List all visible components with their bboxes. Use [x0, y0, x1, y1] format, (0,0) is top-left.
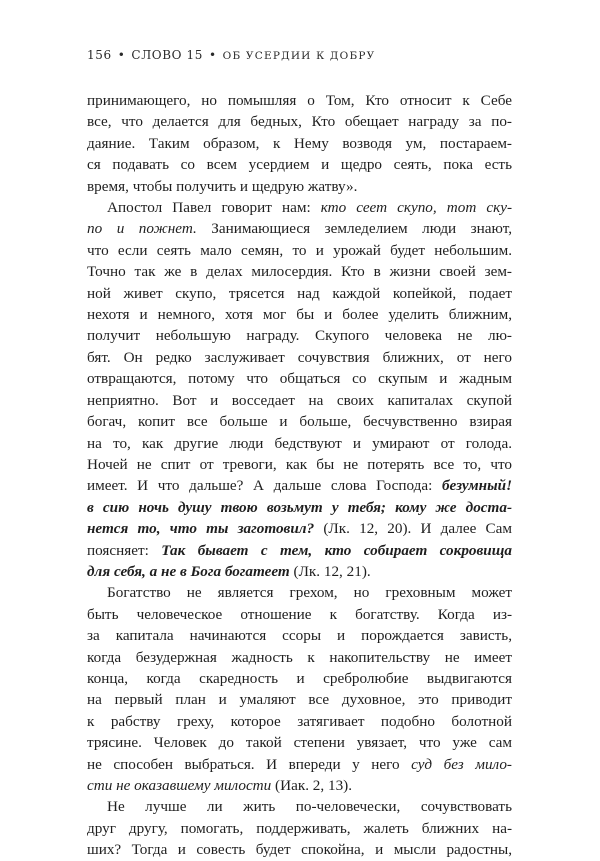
scripture-quote: суд без мило-	[411, 755, 512, 773]
scripture-quote: Так бывает с тем, кто собирает сокровища	[161, 541, 513, 559]
scripture-quote: сти не оказавшему милости	[87, 777, 272, 794]
text-line: трясине. Человек до такой степени увязает, что уже сам	[87, 734, 512, 752]
text-line: Ночей не спит от тревоги, как бы не потерять все то, что	[87, 455, 512, 473]
text-line: поясняет: Так бывает с тем, кто собирает сокровища	[87, 541, 513, 559]
chapter-label: СЛОВО 15	[131, 48, 203, 62]
text-line	[87, 497, 512, 518]
text-line: не способен выбраться. И впереди у него суд без мило-	[87, 755, 512, 773]
text-line: что если сеять мало семян, то и урожай будет небольшим.	[87, 241, 512, 259]
header-separator: •	[208, 48, 217, 62]
text-line: для себя, а не в Бога богатеет (Лк. 12, 21).	[87, 562, 371, 580]
page-number: 156	[87, 48, 112, 62]
scripture-quote: для себя, а не в Бога богатеет	[87, 562, 290, 580]
text-line: друг другу, помогать, поддерживать, жалеть ближних на-	[87, 819, 512, 837]
text-line: неприятно. Вот и восседает на своих капиталах скупой	[87, 391, 512, 409]
chapter-title: ОБ УСЕРДИИ К ДОБРУ	[222, 50, 376, 62]
text-line: когда безудержная жадность к накопительству не имеет	[87, 648, 512, 666]
text-line: бят. Он редко заслуживает сочувствия ближних, от него	[87, 348, 512, 366]
running-header	[87, 48, 375, 62]
text-line: на первый план и умаляют все духовное, это приводит	[87, 691, 512, 709]
text-line: на то, как другие люди бедствуют и умирают от голода.	[87, 434, 512, 452]
text-line: богач, копит все больше и больше, бесчувственно взирая	[87, 413, 512, 431]
text-line: даяние. Таким образом, к Нему возводя ум, постараем-	[87, 134, 512, 152]
text-line: все, что делается для бедных, Кто обещает награду за по-	[87, 113, 512, 131]
scripture-quote: по и пожнет.	[87, 220, 197, 238]
scripture-quote: безумный!	[441, 477, 512, 495]
text-line: ся подавать со всем усердием и щедро сеять, пока есть	[87, 156, 512, 174]
header-separator: •	[117, 48, 126, 62]
text-line: принимающего, но помышляя о Том, Кто относит к Себе	[87, 92, 512, 109]
text-line: ной живет скупо, трясется над каждой копейкой, подает	[87, 284, 512, 302]
text-line: получит небольшую награду. Скупого человека не лю-	[87, 327, 512, 345]
text-line: ших? Тогда и совесть будет спокойна, и мысли радостны,	[87, 841, 512, 859]
scripture-quote: кто сеет скупо, тот ску-	[320, 199, 512, 217]
text-line: нехотя и немного, хотя мог бы и более уделить ближним,	[87, 306, 512, 324]
text-line: быть человеческое отношение к богатству. Когда из-	[87, 605, 512, 623]
text-line: конца, когда скаредность и сребролюбие выдвигаются	[87, 669, 512, 687]
text-line: Апостол Павел говорит нам: кто сеет скупо, тот ску-	[107, 199, 512, 217]
text-line: имеет. И что дальше? А дальше слова Господа: безумный!	[87, 477, 512, 495]
text-line: за капитала начинаются ссоры и порождается зависть,	[87, 627, 512, 645]
text-line: по и пожнет. Занимающиеся земледелием люди знают,	[87, 220, 512, 238]
text-line: сти не оказавшему милости (Иак. 2, 13).	[87, 777, 353, 794]
text-line: Не лучше ли жить по-человечески, сочувствовать	[107, 798, 512, 816]
scripture-quote: нется то, что ты заготовил?	[87, 520, 315, 538]
text-line: время, чтобы получить и щедрую жатву».	[87, 177, 358, 195]
text-line: к рабству греху, которое затягивает подобно болотной	[87, 712, 512, 730]
body-text	[87, 90, 512, 861]
scripture-quote: в сию ночь душу твою возьмут у тебя; кому же доста-	[87, 498, 512, 516]
text-line: нется то, что ты заготовил? (Лк. 12, 20). И далее Сам	[87, 520, 512, 538]
text-line: Богатство не является грехом, но греховным может	[107, 584, 512, 602]
text-line: отвращаются, потому что общаться со скупым и жадным	[87, 370, 512, 388]
text-line: Точно так же в делах милосердия. Кто в жизни своей зем-	[87, 263, 512, 281]
